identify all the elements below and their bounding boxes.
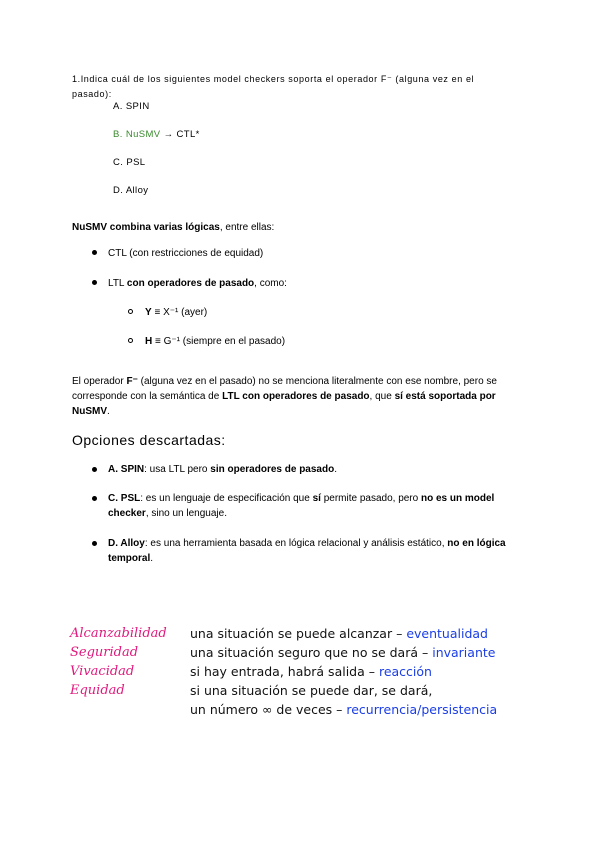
sub-h (145, 334, 285, 349)
sub-h-bold: H (145, 336, 153, 347)
property-row (70, 702, 530, 721)
property-def-text: si una situación se puede dar, se dará, (190, 683, 433, 698)
bullet-ltl-bold: con operadores de pasado (126, 278, 255, 289)
property-def-text: si hay entrada, habrá salida – (190, 664, 379, 679)
discarded-a (108, 462, 337, 477)
property-row (70, 664, 530, 683)
bullet-icon (92, 250, 97, 255)
property-keyword: reacción (378, 664, 432, 679)
property-keyword: recurrencia/persistencia (346, 702, 498, 717)
discarded-c-end: , sino un lenguaje. (145, 508, 227, 519)
discarded-a-bold2: sin operadores de pasado (210, 464, 335, 475)
discarded-c-rest: : es un lenguaje de especificación que (140, 493, 313, 504)
nusmv-intro-rest: , entre ellas: (219, 222, 275, 233)
bullet-ctl: CTL (con restricciones de equidad) (108, 248, 264, 259)
section-heading: Opciones descartadas: (72, 432, 226, 448)
property-term: Alcanzabilidad (70, 626, 167, 641)
properties-table (70, 626, 530, 721)
sub-y-rest: ≡ X⁻¹ (ayer) (151, 307, 208, 318)
property-term: Vivacidad (70, 664, 135, 679)
nusmv-intro-bold: NuSMV combina varias lógicas (72, 222, 220, 233)
property-row (70, 645, 530, 664)
para-part: (alguna vez en el pasado) no se menciona literalmente con ese nombre, pero se corresponde con la semántica de (72, 376, 497, 402)
option-b-label: B. NuSMV (113, 129, 161, 140)
sub-y (145, 305, 207, 320)
property-def (190, 645, 495, 660)
sub-h-rest: ≡ G⁻¹ (siempre en el pasado) (152, 336, 286, 347)
discarded-c (108, 491, 528, 521)
bullet-ltl-post: , como: (254, 278, 287, 289)
discarded-a-rest: : usa LTL pero (144, 464, 211, 475)
property-term: Seguridad (70, 645, 139, 660)
discarded-d-end: . (150, 553, 154, 564)
para-bold: LTL con operadores de pasado (222, 391, 370, 402)
bullet-ltl (108, 276, 287, 291)
option-c: C. PSL (113, 157, 146, 168)
property-def-text: una situación seguro que no se dará – (190, 645, 433, 660)
discarded-a-end: . (334, 464, 337, 475)
discarded-d-rest: : es una herramienta basada en lógica relacional y análisis estático, (144, 538, 448, 549)
property-term: Equidad (70, 683, 125, 698)
para-operator: F⁻ (126, 376, 138, 387)
sub-y-bold: Y (145, 307, 152, 318)
ring-bullet-icon (128, 309, 133, 314)
property-def (190, 626, 488, 641)
option-a: A. SPIN (113, 101, 150, 112)
property-def (190, 664, 432, 679)
discarded-d (108, 536, 528, 566)
discarded-a-bold: A. SPIN (108, 464, 145, 475)
bullet-icon (92, 467, 97, 472)
discarded-d-bold: D. Alloy (108, 538, 145, 549)
property-def (190, 702, 497, 717)
discarded-c-bold2: sí (312, 493, 321, 504)
para-part: El operador (72, 376, 127, 387)
property-def (190, 683, 432, 698)
option-b-suffix: → CTL* (160, 129, 200, 140)
nusmv-intro (72, 220, 274, 235)
para-part: , que (369, 391, 395, 402)
property-keyword: invariante (432, 645, 496, 660)
property-def-text: un número ∞ de veces – (190, 702, 347, 717)
para-part: . (107, 406, 110, 417)
property-keyword: eventualidad (406, 626, 488, 641)
bullet-ltl-pre: LTL (108, 278, 127, 289)
option-d: D. Alloy (113, 185, 149, 196)
property-def-text: una situación se puede alcanzar – (190, 626, 407, 641)
property-row (70, 683, 530, 702)
discarded-c-rest2: permite pasado, pero (320, 493, 421, 504)
para-bold: sí está soportada por NuSMV (72, 391, 496, 417)
ring-bullet-icon (128, 338, 133, 343)
bullet-icon (92, 496, 97, 501)
bullet-icon (92, 280, 97, 285)
explanation-paragraph (72, 374, 532, 419)
property-row (70, 626, 530, 645)
discarded-c-bold3: no es un model checker (108, 493, 495, 519)
discarded-c-bold: C. PSL (108, 493, 141, 504)
bullet-icon (92, 541, 97, 546)
question-text: 1.Indica cuál de los siguientes model checkers soporta el operador F⁻ (alguna vez en el pasado): (72, 74, 475, 99)
discarded-d-bold2: no en lógica temporal (108, 538, 506, 564)
option-b (113, 129, 200, 140)
